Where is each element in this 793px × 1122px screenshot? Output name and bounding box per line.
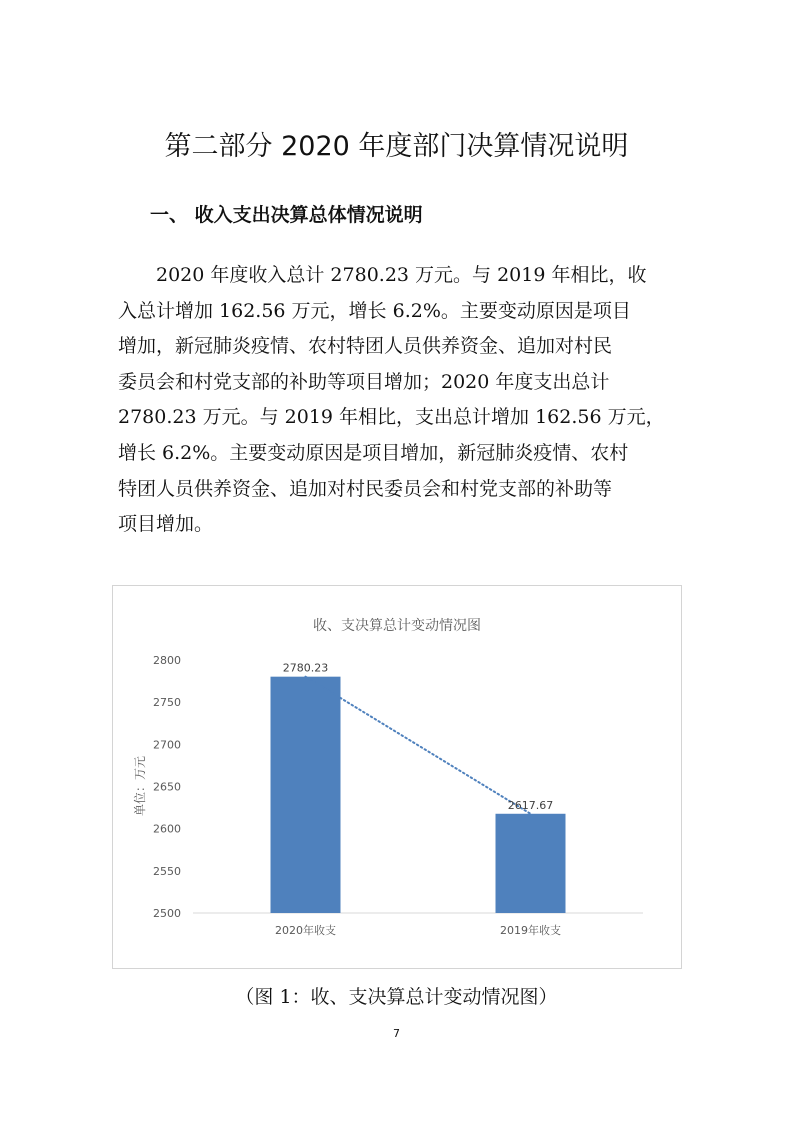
page-number: 7 <box>393 1027 400 1040</box>
y-tick-label: 2600 <box>153 822 181 836</box>
figure-caption: （图 1：收、支决算总计变动情况图） <box>235 986 558 1008</box>
data-label: 2780.23 <box>282 661 329 675</box>
data-label: 2617.67 <box>507 798 554 812</box>
section-heading: 一、 收入支出决算总体情况说明 <box>150 204 423 226</box>
bar-chart <box>112 585 682 969</box>
x-tick-label: 2020年收支 <box>275 924 336 937</box>
paragraph-line: 入总计增加 162.56 万元，增长 6.2%。主要变动原因是项目 <box>118 299 631 322</box>
page-title: 第二部分 2020 年度部门决算情况说明 <box>164 131 629 162</box>
y-tick-label: 2550 <box>153 864 181 878</box>
bar <box>271 677 341 913</box>
y-tick-label: 2700 <box>153 738 181 752</box>
y-tick-label: 2750 <box>153 696 181 710</box>
body-paragraph <box>118 258 678 543</box>
paragraph-line: 项目增加。 <box>118 513 214 536</box>
paragraph-line: 特团人员供养资金、追加对村民委员会和村党支部的补助等 <box>118 477 613 500</box>
paragraph-line: 2020 年度收入总计 2780.23 万元。与 2019 年相比，收 <box>156 264 647 286</box>
paragraph-line: 2780.23 万元。与 2019 年相比，支出总计增加 162.56 万元， <box>118 406 665 429</box>
chart-title: 收、支决算总计变动情况图 <box>313 618 481 634</box>
paragraph-line: 委员会和村党支部的补助等项目增加；2020 年度支出总计 <box>118 370 610 393</box>
paragraph-line: 增加，新冠肺炎疫情、农村特团人员供养资金、追加对村民 <box>118 335 613 358</box>
x-tick-label: 2019年收支 <box>500 924 561 937</box>
y-axis-label: 单位：万元 <box>133 755 147 817</box>
y-tick-label: 2500 <box>153 907 181 920</box>
bar <box>496 814 566 913</box>
y-tick-label: 2650 <box>153 780 181 794</box>
y-tick-label: 2800 <box>153 654 181 667</box>
paragraph-line: 增长 6.2%。主要变动原因是项目增加，新冠肺炎疫情、农村 <box>118 441 629 464</box>
chart-canvas <box>113 586 681 968</box>
